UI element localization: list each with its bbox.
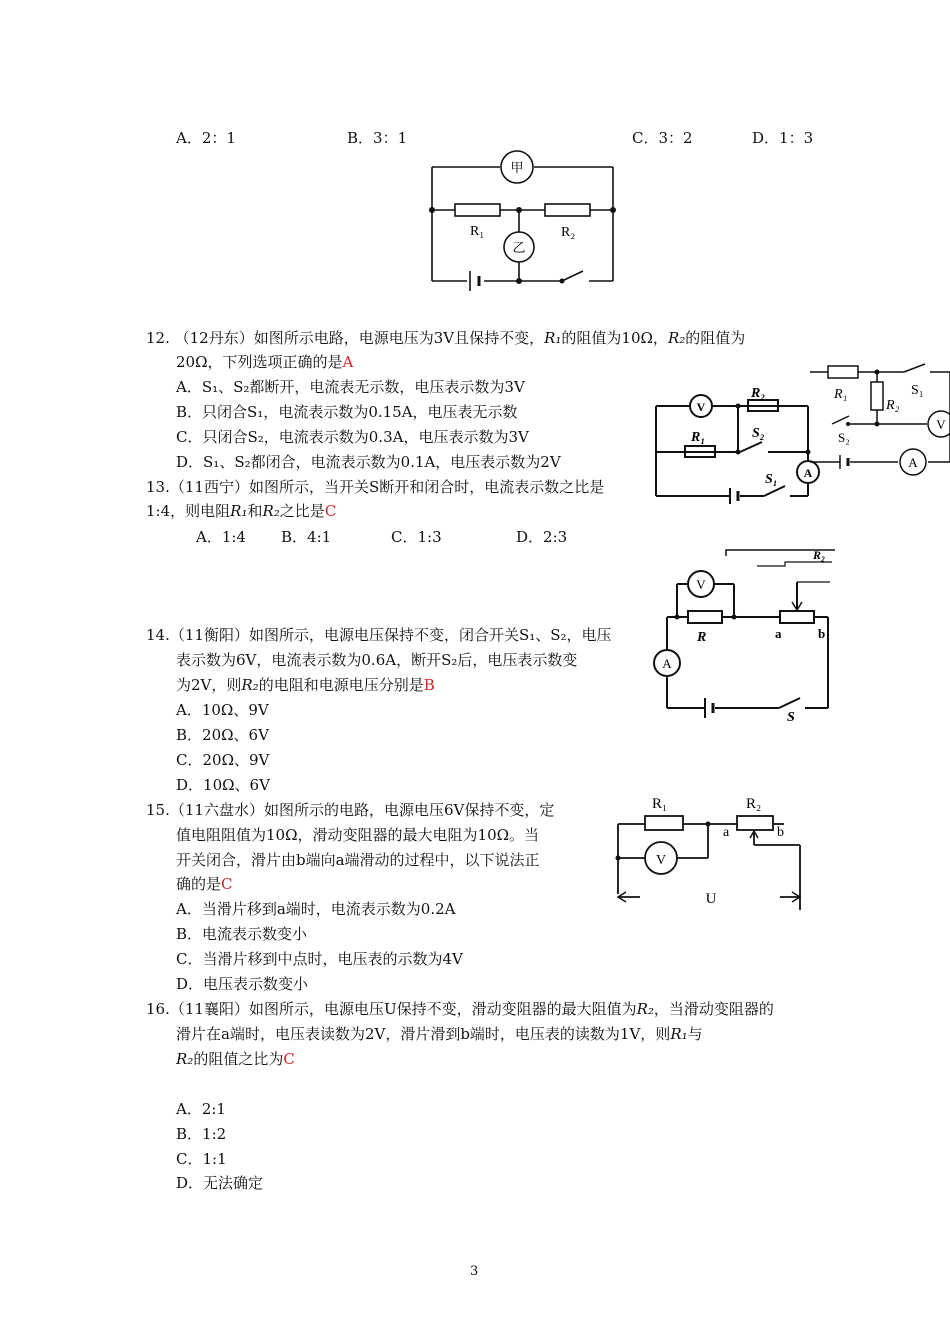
q12-ammeter-label: A xyxy=(908,455,918,470)
q11-r2-label: R₂ xyxy=(561,225,576,240)
q15-r1-label: R₁ xyxy=(652,796,668,812)
q16-option-a: A．2:1 xyxy=(176,1100,226,1118)
q12-option-d: D．S₁、S₂都闭合，电流表示数为0.1A，电压表示数为2V xyxy=(176,453,561,471)
q14-answer: B xyxy=(423,676,435,694)
q13-s1-label: S₁ xyxy=(765,472,778,487)
page-number: 3 xyxy=(470,1264,479,1279)
q15-stem-line1: 15.（11六盘水）如图所示的电路，电源电压6V保持不变，定 xyxy=(146,801,555,819)
q16-option-c: C．1:1 xyxy=(176,1150,227,1168)
q15-option-a: A．当滑片移到a端时，电流表示数为0.2A xyxy=(176,900,456,918)
q15-b-end-label: b xyxy=(777,825,784,840)
q15-option-d: D．电压表示数变小 xyxy=(176,975,309,993)
q14-option-a: A．10Ω、9V xyxy=(176,701,269,719)
q13-option-a: A．1:4 xyxy=(196,528,246,546)
q13-stem-line1: 13.（11西宁）如图所示，当开关S断开和闭合时，电流表示数之比是 xyxy=(146,478,605,496)
q14-voltmeter-label: V xyxy=(696,577,706,592)
q16-answer: C xyxy=(283,1050,295,1068)
q14-stem-line1: 14.（11衡阳）如图所示，电源电压保持不变，闭合开关S₁、S₂，电压 xyxy=(146,626,612,644)
q11-option-c: C．3：2 xyxy=(632,129,693,147)
q13-r1-label: R₁ xyxy=(691,430,706,445)
q14-b-end-label: b xyxy=(818,626,826,641)
q12-r2-label: R₂ xyxy=(886,398,900,413)
q16-option-b: B．1:2 xyxy=(176,1125,227,1143)
q16-stem-line3: R₂的阻值之比为C xyxy=(176,1050,295,1068)
q12-option-a: A．S₁、S₂都断开，电流表无示数，电压表示数为3V xyxy=(176,378,525,396)
q11-meter-top-label: 甲 xyxy=(510,160,524,175)
q13-ammeter-label: A xyxy=(803,466,813,480)
q15-option-c: C．当滑片移到中点时，电压表的示数为4V xyxy=(176,950,463,968)
q13-option-c: C．1:3 xyxy=(391,528,442,546)
q12-stem-line2: 20Ω，下列选项正确的是A xyxy=(176,353,354,371)
q14-option-c: C．20Ω、9V xyxy=(176,751,270,769)
q13-option-d: D．2:3 xyxy=(516,528,568,546)
q14-option-d: D．10Ω、6V xyxy=(176,776,270,794)
q15-stem-line3: 开关闭合，滑片由b端向a端滑动的过程中，以下说法正 xyxy=(176,851,540,869)
q15-answer: C xyxy=(221,875,233,893)
q12-answer: A xyxy=(342,353,354,371)
q15-stem-line2: 值电阻阻值为10Ω，滑动变阻器的最大电阻为10Ω。当 xyxy=(176,826,540,844)
q16-stem-line2: 滑片在a端时，电压表读数为2V，滑片滑到b端时，电压表的读数为1V，则R₁与 xyxy=(176,1025,703,1043)
q14-stem-line2: 表示数为6V，电流表示数为0.6A，断开S₂后，电压表示数变 xyxy=(176,651,578,669)
q15-voltmeter-label: V xyxy=(655,853,667,868)
q14-stem-line3: 为2V，则R₂的电阻和电源电压分别是B xyxy=(176,676,435,694)
q12-r1-label: R₁ xyxy=(834,387,848,402)
q13-s2-label: S₂ xyxy=(752,426,765,441)
q14-a-end-label: a xyxy=(775,626,782,641)
q12-stem-line1: 12. （12丹东）如图所示电路，电源电压为3V且保持不变，R₁的阻值为10Ω，R₂的阻值为 xyxy=(146,329,746,347)
q15-r2-label: R₂ xyxy=(746,796,762,812)
q13-stem-line2: 1:4，则电阻R₁和R₂之比是C xyxy=(146,502,337,520)
q12-s2-label: S₂ xyxy=(838,430,850,445)
q14-r-label: R xyxy=(697,630,707,645)
q12-option-c: C．只闭合S₂，电流表示数为0.3A，电压表示数为3V xyxy=(176,428,529,446)
q14-option-b: B．20Ω、6V xyxy=(176,726,269,744)
q12-option-b: B．只闭合S₁，电流表示数为0.15A，电压表无示数 xyxy=(176,403,518,421)
q11-option-a: A．2：1 xyxy=(176,129,236,147)
q13-option-b: B．4:1 xyxy=(281,528,332,546)
q15-voltage-u-label: U xyxy=(705,891,717,907)
q11-r1-label: R₁ xyxy=(470,224,485,239)
q13-r2-label: R₂ xyxy=(751,386,766,401)
q12-voltmeter-label: V xyxy=(936,417,946,432)
q11-option-b: B．3：1 xyxy=(347,129,408,147)
q12-s1-label: S₁ xyxy=(911,383,924,398)
q13-voltmeter-label: V xyxy=(696,400,706,414)
q11-option-d: D．1：3 xyxy=(752,129,814,147)
q15-stem-line4: 确的是C xyxy=(176,875,233,893)
q14-ammeter-label: A xyxy=(662,656,672,671)
q14-s-label: S xyxy=(787,710,795,725)
q16-option-d: D．无法确定 xyxy=(176,1174,264,1192)
q11-meter-mid-label: 乙 xyxy=(512,240,526,255)
q16-stem-line1: 16.（11襄阳）如图所示，电源电压U保持不变，滑动变阻器的最大阻值为R₂，当滑动变阻器的 xyxy=(146,1000,774,1018)
q13-answer: C xyxy=(324,502,337,520)
q15-option-b: B．电流表示数变小 xyxy=(176,925,308,943)
q14-r2-label: R₂ xyxy=(813,548,826,562)
q15-a-end-label: a xyxy=(723,825,730,840)
